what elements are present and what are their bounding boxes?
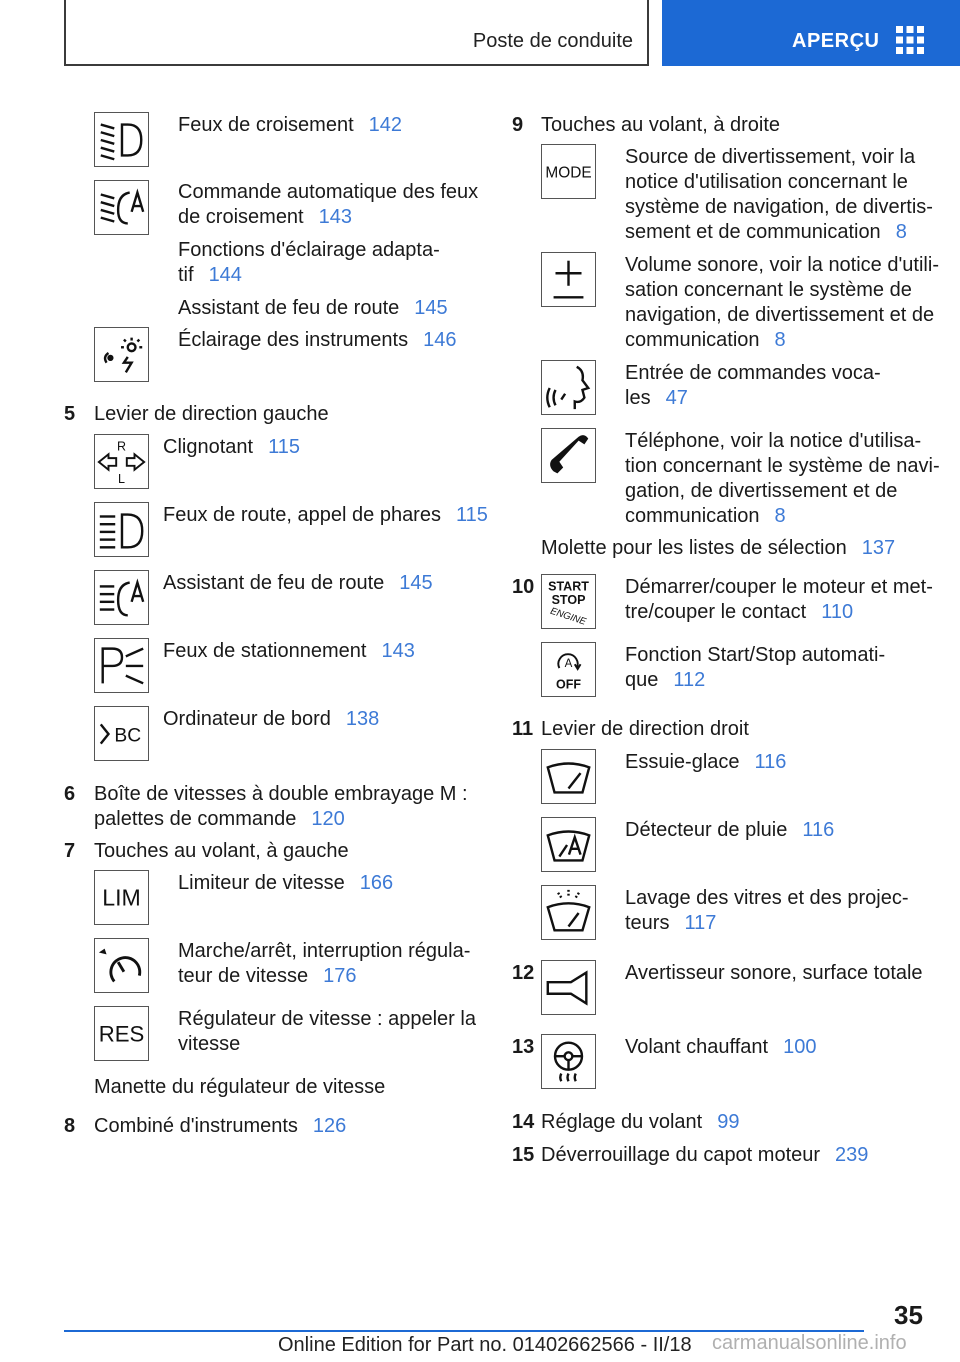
entry-source-l4: sement et de communication 8 <box>625 221 907 243</box>
speed-limiter-icon <box>94 870 149 925</box>
entry-washer-l2: teurs 117 <box>625 912 717 934</box>
entry-parking-light: Feux de stationnement 143 <box>163 640 415 662</box>
start-stop-engine-icon <box>541 574 596 629</box>
entry-phone-l1: Téléphone, voir la notice d'utilisa- <box>625 430 922 452</box>
entry-rain-sensor: Détecteur de pluie 116 <box>625 819 835 841</box>
page-ref-link[interactable]: 120 <box>311 808 345 830</box>
high-beam-icon <box>94 502 149 557</box>
entry-heated-steering: Volant chauffant 100 <box>625 1036 817 1058</box>
entry-resume-line1: Régulateur de vitesse : appeler la <box>178 1008 476 1030</box>
grid-menu-icon[interactable] <box>896 26 924 54</box>
resume-icon <box>94 1006 149 1061</box>
board-computer-icon <box>94 706 149 761</box>
svg-text:A: A <box>564 658 573 671</box>
entry-phone-l4: communication 8 <box>625 505 786 527</box>
heated-steering-icon <box>541 1034 596 1089</box>
svg-text:RES: RES <box>98 1021 145 1047</box>
voice-command-icon <box>541 360 596 415</box>
mode-icon <box>541 144 596 199</box>
section-left-stalk: Levier de direction gauche <box>94 403 329 425</box>
page-ref-link[interactable]: 126 <box>312 1115 347 1137</box>
svg-text:ENGINE: ENGINE <box>548 605 588 628</box>
auto-start-stop-icon <box>541 642 596 697</box>
page-ref-link[interactable]: 142 <box>368 114 403 136</box>
entry-washer-l1: Lavage des vitres et des projec- <box>625 887 909 909</box>
item-number: 11 <box>512 718 534 740</box>
entry-phone-l2: tion concernant le système de navi- <box>625 455 940 477</box>
item-number: 9 <box>512 114 524 136</box>
section-steering-left: Touches au volant, à gauche <box>94 840 349 862</box>
entry-voice-l2: les 47 <box>625 387 688 409</box>
entry-source-l3: système de navigation, de divertis- <box>625 196 933 218</box>
entry-auto-low-beam-line1: Commande automatique des feux <box>178 181 479 203</box>
svg-text:LIM: LIM <box>102 884 141 911</box>
entry-voice-l1: Entrée de commandes voca- <box>625 362 881 384</box>
section-steering-right: Touches au volant, à droite <box>541 114 781 136</box>
page-ref-link[interactable]: 8 <box>895 221 907 243</box>
page-ref-link[interactable]: 146 <box>423 329 457 351</box>
section-right-stalk: Levier de direction droit <box>541 718 749 740</box>
page-ref-link[interactable]: 144 <box>208 264 242 286</box>
page-ref-link[interactable]: 137 <box>861 537 896 559</box>
entry-adaptive-light-line2: tif 144 <box>178 264 242 286</box>
entry-volume-l1: Volume sonore, voir la notice d'utili- <box>625 254 939 276</box>
entry-auto-low-beam-line2: de croisement 143 <box>178 206 352 228</box>
page-ref-link[interactable]: 8 <box>774 505 786 527</box>
item-number: 13 <box>512 1036 535 1058</box>
entry-board-computer: Ordinateur de bord 138 <box>163 708 380 730</box>
horn-icon <box>541 960 596 1015</box>
entry-instrument-lighting: Éclairage des instruments 146 <box>178 329 457 351</box>
item-number: 6 <box>64 783 76 805</box>
page-ref-link[interactable]: 115 <box>268 436 300 458</box>
page-ref-link[interactable]: 145 <box>414 297 448 319</box>
page-ref-link[interactable]: 138 <box>345 708 380 730</box>
page-ref-link[interactable]: 176 <box>323 965 357 987</box>
entry-source-l1: Source de divertissement, voir la <box>625 146 916 168</box>
entry-volume-l4: communication 8 <box>625 329 786 351</box>
entry-start-stop-l1: Démarrer/couper le moteur et met- <box>625 576 933 598</box>
section-gearbox-line1: Boîte de vitesses à double embrayage M : <box>94 783 468 805</box>
wiper-icon <box>541 749 596 804</box>
entry-adaptive-light-line1: Fonctions d'éclairage adapta- <box>178 239 440 261</box>
page-ref-link[interactable]: 47 <box>665 387 688 409</box>
rain-sensor-icon <box>541 817 596 872</box>
svg-text:STOP: STOP <box>551 592 586 607</box>
entry-horn: Avertisseur sonore, surface totale <box>625 962 923 984</box>
page-ref-link[interactable]: 116 <box>754 751 787 773</box>
item-number: 10 <box>512 576 535 598</box>
entry-cruise-onoff-line1: Marche/arrêt, interruption régula- <box>178 940 471 962</box>
page-ref-link[interactable]: 143 <box>381 640 415 662</box>
entry-turn-signal: Clignotant 115 <box>163 436 300 458</box>
entry-source-l2: notice d'utilisation concernant le <box>625 171 908 193</box>
page-ref-link[interactable]: 239 <box>835 1144 869 1166</box>
entry-cruise-lever: Manette du régulateur de vitesse <box>94 1076 386 1098</box>
entry-wiper: Essuie-glace 116 <box>625 751 787 773</box>
svg-text:START: START <box>548 579 589 594</box>
page-number: 35 <box>894 1300 923 1330</box>
low-beam-icon <box>94 112 149 167</box>
section-steering-adjust: Réglage du volant 99 <box>541 1111 740 1133</box>
entry-high-beam: Feux de route, appel de phares 115 <box>163 504 488 526</box>
cruise-control-icon <box>94 938 149 993</box>
page-ref-link[interactable]: 117 <box>684 912 717 934</box>
entry-phone-l3: gation, de divertissement et de <box>625 480 898 502</box>
volume-icon <box>541 252 596 307</box>
entry-high-beam-assist-2: Assistant de feu de route 145 <box>163 572 433 594</box>
phone-icon <box>541 428 596 483</box>
entry-volume-l3: navigation, de divertissement et de <box>625 304 935 326</box>
instrument-lighting-icon <box>94 327 149 382</box>
high-beam-assist-icon <box>94 570 149 625</box>
page-ref-link[interactable]: 8 <box>774 329 786 351</box>
entry-volume-l2: sation concernant le système de <box>625 279 912 301</box>
item-number: 12 <box>512 962 535 984</box>
entry-auto-start-stop-l2: que 112 <box>625 669 706 691</box>
page-ref-link[interactable]: 143 <box>318 206 352 228</box>
overview-label: APERÇU <box>792 30 880 52</box>
entry-resume-line2: vitesse <box>178 1033 241 1055</box>
page-ref-link[interactable]: 116 <box>802 819 835 841</box>
page-ref-link[interactable]: 145 <box>399 572 433 594</box>
entry-start-stop-l2: tre/couper le contact 110 <box>625 601 854 623</box>
section-instrument-cluster: Combiné d'instruments 126 <box>94 1115 347 1137</box>
entry-low-beam: Feux de croisement 142 <box>178 114 403 136</box>
page-ref-link[interactable]: 115 <box>455 504 488 526</box>
entry-speed-limiter: Limiteur de vitesse 166 <box>178 872 394 894</box>
washer-icon <box>541 885 596 940</box>
entry-selection-wheel: Molette pour les listes de sélection 137 <box>541 537 896 559</box>
page-ref-link[interactable]: 100 <box>783 1036 817 1058</box>
section-gearbox-line2: palettes de commande 120 <box>94 808 345 830</box>
svg-text:OFF: OFF <box>555 677 582 692</box>
auto-low-beam-icon <box>94 180 149 235</box>
item-number: 7 <box>64 840 76 862</box>
item-number: 14 <box>512 1111 535 1133</box>
page-ref-link[interactable]: 112 <box>673 669 706 691</box>
section-hood-release: Déverrouillage du capot moteur 239 <box>541 1144 869 1166</box>
svg-text:MODE: MODE <box>545 164 592 182</box>
page-ref-link[interactable]: 166 <box>359 872 394 894</box>
section-title: Poste de conduite <box>472 30 633 52</box>
turn-signal-icon <box>94 434 149 489</box>
item-number: 15 <box>512 1144 535 1166</box>
entry-high-beam-assist: Assistant de feu de route 145 <box>178 297 448 319</box>
header-section-box <box>64 0 649 66</box>
svg-text:L: L <box>118 472 125 487</box>
watermark: carmanualsonline.info <box>712 1332 907 1354</box>
edition-text: Online Edition for Part no. 01402662566 - II/18 <box>278 1334 692 1356</box>
page-ref-link[interactable]: 110 <box>821 601 854 623</box>
entry-auto-start-stop-l1: Fonction Start/Stop automati- <box>625 644 886 666</box>
entry-cruise-onoff-line2: teur de vitesse 176 <box>178 965 357 987</box>
item-number: 5 <box>64 403 76 425</box>
svg-text:R: R <box>116 439 127 454</box>
item-number: 8 <box>64 1115 76 1137</box>
parking-light-icon <box>94 638 149 693</box>
page-ref-link[interactable]: 99 <box>717 1111 740 1133</box>
svg-text:BC: BC <box>114 725 142 747</box>
overview-tab[interactable] <box>662 0 960 66</box>
